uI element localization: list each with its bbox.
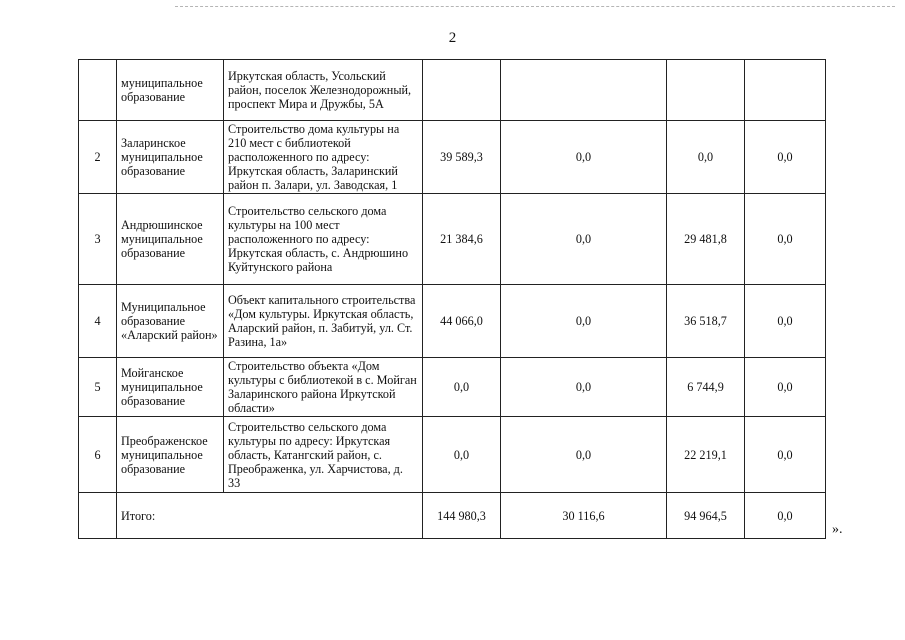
value-col-4: 0,0 bbox=[745, 194, 826, 285]
total-value-1: 144 980,3 bbox=[423, 493, 501, 539]
object-description: Строительство объекта «Дом культуры с библиотекой в с. Мойган Заларинского района Иркутской области» bbox=[224, 358, 423, 417]
value-col-1: 44 066,0 bbox=[423, 285, 501, 358]
municipality-name: Мойганское муниципальное образование bbox=[117, 358, 224, 417]
value-col-1: 21 384,6 bbox=[423, 194, 501, 285]
row-number: 3 bbox=[79, 194, 117, 285]
value-col-3: 22 219,1 bbox=[667, 417, 745, 493]
value-col-1: 39 589,3 bbox=[423, 121, 501, 194]
value-col-4: 0,0 bbox=[745, 121, 826, 194]
total-empty-cell bbox=[79, 493, 117, 539]
municipality-name: Муниципальное образование «Аларский район» bbox=[117, 285, 224, 358]
table-row bbox=[79, 285, 826, 358]
row-number: 2 bbox=[79, 121, 117, 194]
value-col-3: 36 518,7 bbox=[667, 285, 745, 358]
value-col-2: 0,0 bbox=[501, 121, 667, 194]
municipality-name: Андрюшинское муниципальное образование bbox=[117, 194, 224, 285]
object-description: Строительство дома культуры на 210 мест с библиотекой расположенного по адресу: Иркутская область, Заларинский район п. Залари, ул. Заводская, 1 bbox=[224, 121, 423, 194]
row-number: 5 bbox=[79, 358, 117, 417]
value-col-4 bbox=[745, 60, 826, 121]
value-col-2 bbox=[501, 60, 667, 121]
value-col-1: 0,0 bbox=[423, 417, 501, 493]
total-value-3: 94 964,5 bbox=[667, 493, 745, 539]
value-col-1 bbox=[423, 60, 501, 121]
municipality-name: муниципальное образование bbox=[117, 60, 224, 121]
funding-table bbox=[78, 59, 826, 539]
municipality-name: Преображенское муниципальное образование bbox=[117, 417, 224, 493]
table-row bbox=[79, 60, 826, 121]
value-col-3: 0,0 bbox=[667, 121, 745, 194]
total-row bbox=[79, 493, 826, 539]
value-col-1: 0,0 bbox=[423, 358, 501, 417]
table-row bbox=[79, 121, 826, 194]
total-label: Итого: bbox=[117, 493, 423, 539]
row-number bbox=[79, 60, 117, 121]
row-number: 4 bbox=[79, 285, 117, 358]
value-col-4: 0,0 bbox=[745, 417, 826, 493]
row-number: 6 bbox=[79, 417, 117, 493]
total-value-2: 30 116,6 bbox=[501, 493, 667, 539]
object-description: Строительство сельского дома культуры на 100 мест расположенного по адресу: Иркутская область, с. Андрюшино Куйтунского района bbox=[224, 194, 423, 285]
object-description: Строительство сельского дома культуры по адресу: Иркутская область, Катангский район, с. Преображенка, ул. Харчистова, д. 33 bbox=[224, 417, 423, 493]
value-col-2: 0,0 bbox=[501, 285, 667, 358]
value-col-2: 0,0 bbox=[501, 194, 667, 285]
total-value-4: 0,0 bbox=[745, 493, 826, 539]
object-description: Объект капитального строительства «Дом культуры. Иркутская область, Аларский район, п. Забитуй, ул. Ст. Разина, 1а» bbox=[224, 285, 423, 358]
table-row bbox=[79, 194, 826, 285]
value-col-2: 0,0 bbox=[501, 358, 667, 417]
page-number: 2 bbox=[448, 30, 457, 46]
table-row bbox=[79, 358, 826, 417]
value-col-2: 0,0 bbox=[501, 417, 667, 493]
municipality-name: Заларинское муниципальное образование bbox=[117, 121, 224, 194]
value-col-3 bbox=[667, 60, 745, 121]
object-description: Иркутская область, Усольский район, поселок Железнодорожный, проспект Мира и Дружбы, 5А bbox=[224, 60, 423, 121]
value-col-3: 6 744,9 bbox=[667, 358, 745, 417]
scan-edge-line bbox=[175, 6, 895, 8]
closing-quote: ». bbox=[832, 522, 843, 537]
value-col-3: 29 481,8 bbox=[667, 194, 745, 285]
value-col-4: 0,0 bbox=[745, 285, 826, 358]
value-col-4: 0,0 bbox=[745, 358, 826, 417]
table-row bbox=[79, 417, 826, 493]
